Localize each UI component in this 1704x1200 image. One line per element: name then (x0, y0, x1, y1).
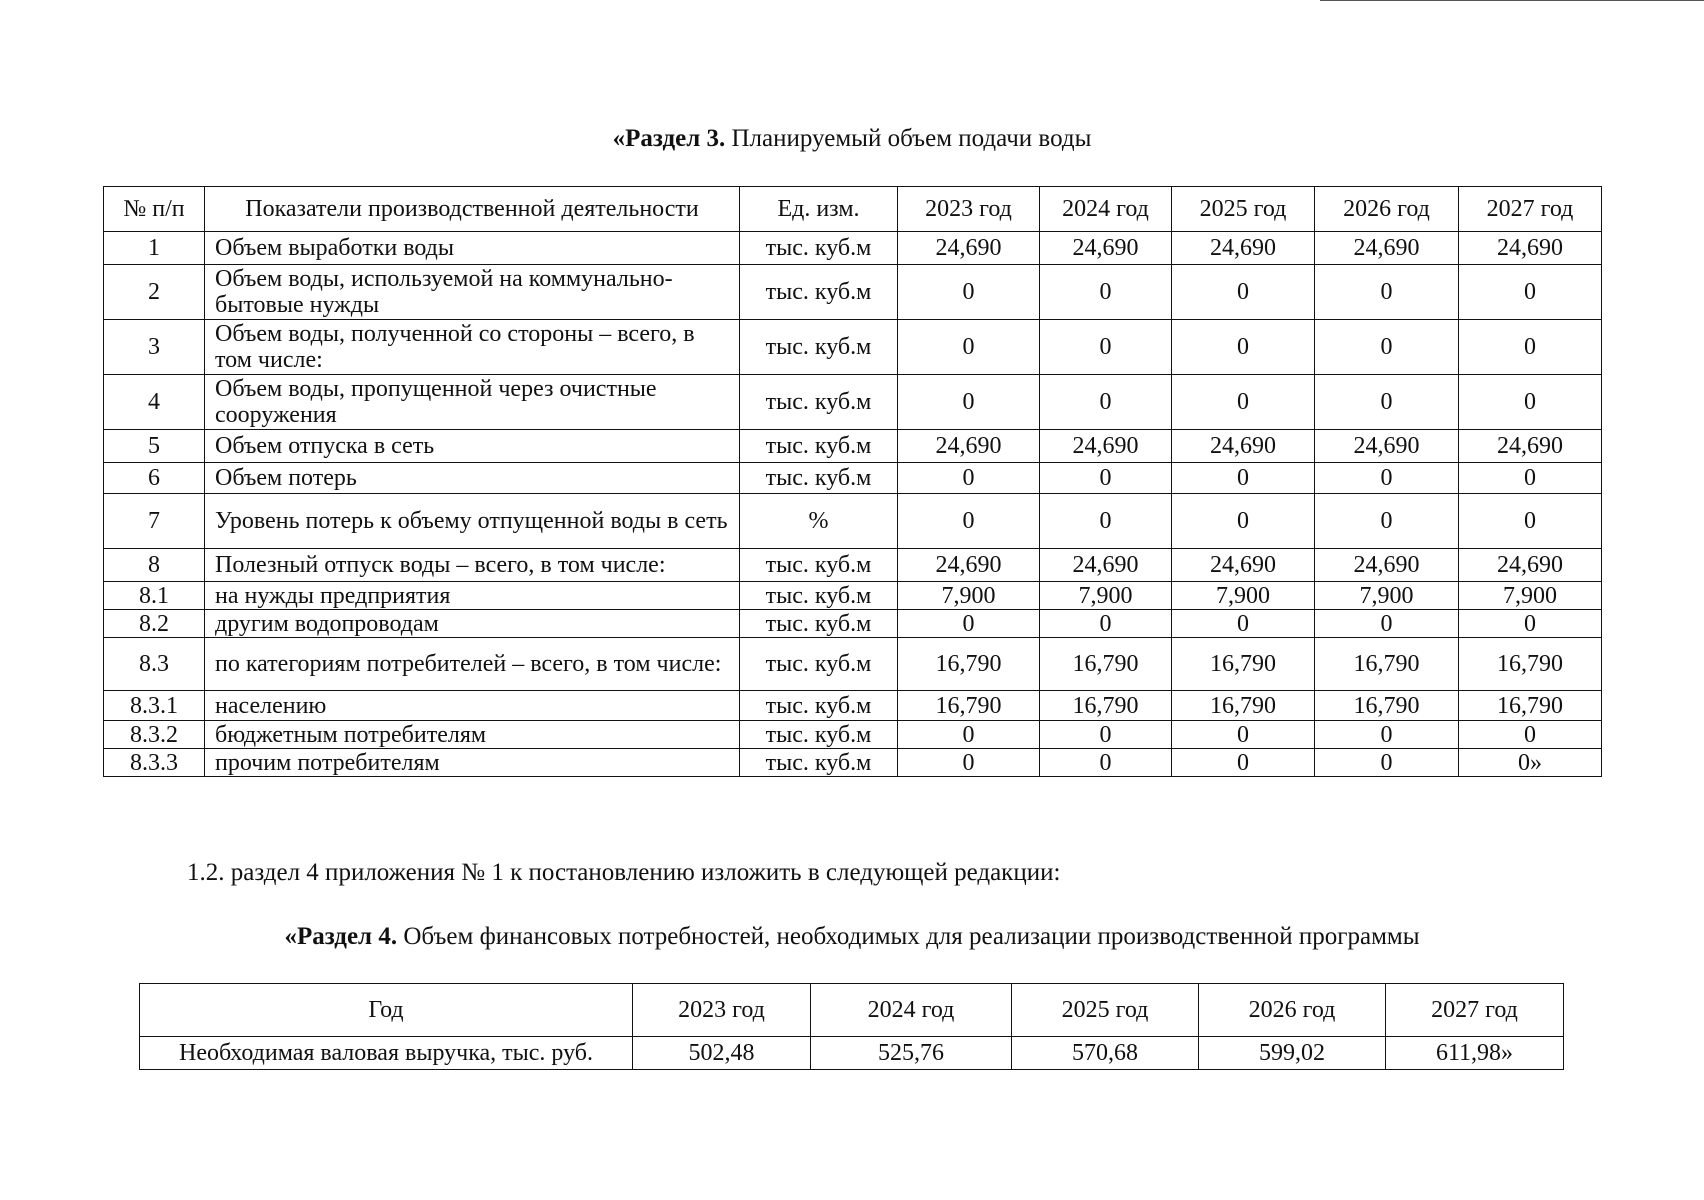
value-cell: 0 (1172, 610, 1315, 638)
unit-cell: тыс. куб.м (740, 232, 898, 265)
unit-cell: тыс. куб.м (740, 375, 898, 430)
value-cell: 7,900 (1172, 582, 1315, 610)
unit-cell: тыс. куб.м (740, 721, 898, 749)
unit-cell: тыс. куб.м (740, 691, 898, 721)
value-cell: 24,690 (1172, 232, 1315, 265)
unit-cell: тыс. куб.м (740, 582, 898, 610)
indicator-name-cell: Объем воды, используемой на коммунально-бытовые нужды (205, 265, 740, 320)
table-row (104, 375, 1602, 430)
indicator-name-cell: другим водопроводам (205, 610, 740, 638)
water-supply-table (103, 186, 1602, 777)
value-cell: 0 (1459, 375, 1602, 430)
table-row (140, 1037, 1564, 1070)
unit-cell: тыс. куб.м (740, 549, 898, 582)
indicator-name-cell: Объем воды, пропущенной через очистные сооружения (205, 375, 740, 430)
value-cell: 0 (1172, 463, 1315, 494)
value-cell: 0 (1040, 463, 1172, 494)
value-cell: 0 (1459, 265, 1602, 320)
table-row (104, 463, 1602, 494)
table-row (104, 691, 1602, 721)
value-cell: 0 (1172, 721, 1315, 749)
value-cell: 0 (1315, 320, 1459, 375)
value-cell: 611,98» (1386, 1037, 1564, 1070)
row-number-cell: 8.2 (104, 610, 205, 638)
value-cell: 0 (1459, 320, 1602, 375)
value-cell: 16,790 (1172, 691, 1315, 721)
unit-cell: % (740, 494, 898, 549)
value-cell: 24,690 (898, 549, 1040, 582)
value-cell: 0 (1315, 375, 1459, 430)
unit-cell: тыс. куб.м (740, 265, 898, 320)
column-header: 2025 год (1172, 187, 1315, 232)
value-cell: 24,690 (1459, 430, 1602, 463)
indicator-name-cell: на нужды предприятия (205, 582, 740, 610)
row-number-cell: 8.1 (104, 582, 205, 610)
value-cell: 0 (1459, 463, 1602, 494)
value-cell: 24,690 (898, 430, 1040, 463)
column-header: 2024 год (1040, 187, 1172, 232)
value-cell: 0» (1459, 749, 1602, 777)
row-label-cell: Необходимая валовая выручка, тыс. руб. (140, 1037, 633, 1070)
row-number-cell: 8 (104, 549, 205, 582)
value-cell: 525,76 (811, 1037, 1012, 1070)
section-4-title (0, 922, 1704, 952)
unit-cell: тыс. куб.м (740, 430, 898, 463)
value-cell: 16,790 (1040, 691, 1172, 721)
table-row (104, 430, 1602, 463)
column-header: 2025 год (1012, 984, 1199, 1037)
value-cell: 0 (1040, 610, 1172, 638)
value-cell: 0 (898, 610, 1040, 638)
value-cell: 7,900 (1040, 582, 1172, 610)
table-row (104, 232, 1602, 265)
section-4-title-bold: «Раздел 4. (284, 923, 398, 950)
value-cell: 0 (898, 721, 1040, 749)
paragraph-1-2: 1.2. раздел 4 приложения № 1 к постановлению изложить в следующей редакции: (187, 859, 1061, 886)
row-number-cell: 3 (104, 320, 205, 375)
value-cell: 16,790 (1315, 691, 1459, 721)
value-cell: 0 (1172, 749, 1315, 777)
row-number-cell: 8.3.3 (104, 749, 205, 777)
value-cell: 0 (898, 265, 1040, 320)
table-row (104, 320, 1602, 375)
row-number-cell: 6 (104, 463, 205, 494)
value-cell: 24,690 (1459, 549, 1602, 582)
table-row (104, 610, 1602, 638)
indicator-name-cell: бюджетным потребителям (205, 721, 740, 749)
value-cell: 0 (1315, 463, 1459, 494)
section-3-title-text: Планируемый объем подачи воды (725, 125, 1092, 152)
row-number-cell: 2 (104, 265, 205, 320)
column-header: 2027 год (1459, 187, 1602, 232)
financial-needs-table (139, 983, 1564, 1070)
value-cell: 24,690 (1315, 549, 1459, 582)
value-cell: 16,790 (1459, 691, 1602, 721)
row-number-cell: 8.3.2 (104, 721, 205, 749)
value-cell: 0 (1459, 610, 1602, 638)
value-cell: 16,790 (898, 691, 1040, 721)
value-cell: 570,68 (1012, 1037, 1199, 1070)
value-cell: 0 (1040, 721, 1172, 749)
value-cell: 0 (898, 320, 1040, 375)
section-3-title-bold: «Раздел 3. (612, 125, 726, 152)
value-cell: 24,690 (1040, 430, 1172, 463)
value-cell: 24,690 (1172, 549, 1315, 582)
value-cell: 24,690 (1040, 232, 1172, 265)
value-cell: 0 (898, 494, 1040, 549)
row-number-cell: 4 (104, 375, 205, 430)
unit-cell: тыс. куб.м (740, 610, 898, 638)
row-number-cell: 1 (104, 232, 205, 265)
value-cell: 502,48 (633, 1037, 811, 1070)
unit-cell: тыс. куб.м (740, 320, 898, 375)
column-header: № п/п (104, 187, 205, 232)
table-row (104, 749, 1602, 777)
value-cell: 7,900 (898, 582, 1040, 610)
column-header: 2024 год (811, 984, 1012, 1037)
column-header: 2023 год (898, 187, 1040, 232)
column-header: Год (140, 984, 633, 1037)
value-cell: 0 (1315, 610, 1459, 638)
value-cell: 0 (1315, 749, 1459, 777)
value-cell: 0 (1459, 721, 1602, 749)
indicator-name-cell: Уровень потерь к объему отпущенной воды в сеть (205, 494, 740, 549)
value-cell: 24,690 (1459, 232, 1602, 265)
value-cell: 16,790 (1040, 638, 1172, 691)
column-header: Показатели производственной деятельности (205, 187, 740, 232)
indicator-name-cell: Полезный отпуск воды – всего, в том числе: (205, 549, 740, 582)
value-cell: 0 (1040, 749, 1172, 777)
value-cell: 0 (1315, 494, 1459, 549)
value-cell: 16,790 (1172, 638, 1315, 691)
value-cell: 599,02 (1199, 1037, 1386, 1070)
value-cell: 16,790 (1315, 638, 1459, 691)
value-cell: 24,690 (898, 232, 1040, 265)
indicator-name-cell: Объем отпуска в сеть (205, 430, 740, 463)
value-cell: 7,900 (1459, 582, 1602, 610)
value-cell: 0 (1172, 375, 1315, 430)
value-cell: 16,790 (1459, 638, 1602, 691)
value-cell: 0 (1459, 494, 1602, 549)
section-4-title-text: Объем финансовых потребностей, необходимых для реализации производственной программы (397, 923, 1420, 950)
indicator-name-cell: Объем потерь (205, 463, 740, 494)
table-row (104, 721, 1602, 749)
table-row (104, 582, 1602, 610)
value-cell: 7,900 (1315, 582, 1459, 610)
table-row (104, 638, 1602, 691)
section-3-title (0, 124, 1704, 154)
value-cell: 0 (1040, 320, 1172, 375)
value-cell: 0 (1040, 265, 1172, 320)
value-cell: 0 (1040, 375, 1172, 430)
column-header: 2023 год (633, 984, 811, 1037)
value-cell: 0 (898, 463, 1040, 494)
value-cell: 24,690 (1040, 549, 1172, 582)
value-cell: 16,790 (898, 638, 1040, 691)
column-header: 2026 год (1199, 984, 1386, 1037)
indicator-name-cell: населению (205, 691, 740, 721)
indicator-name-cell: прочим потребителям (205, 749, 740, 777)
column-header: 2026 год (1315, 187, 1459, 232)
top-edge-line (1320, 0, 1704, 1)
value-cell: 0 (1172, 265, 1315, 320)
value-cell: 24,690 (1172, 430, 1315, 463)
value-cell: 0 (1315, 721, 1459, 749)
indicator-name-cell: Объем выработки воды (205, 232, 740, 265)
unit-cell: тыс. куб.м (740, 638, 898, 691)
table-body (104, 232, 1602, 777)
indicator-name-cell: по категориям потребителей – всего, в том числе: (205, 638, 740, 691)
table-row (104, 549, 1602, 582)
value-cell: 24,690 (1315, 232, 1459, 265)
unit-cell: тыс. куб.м (740, 749, 898, 777)
row-number-cell: 5 (104, 430, 205, 463)
value-cell: 0 (1315, 265, 1459, 320)
table-row (104, 265, 1602, 320)
value-cell: 0 (1172, 320, 1315, 375)
column-header: 2027 год (1386, 984, 1564, 1037)
indicator-name-cell: Объем воды, полученной со стороны – всего, в том числе: (205, 320, 740, 375)
value-cell: 24,690 (1315, 430, 1459, 463)
table-row (104, 494, 1602, 549)
row-number-cell: 7 (104, 494, 205, 549)
table-header-row (104, 187, 1602, 232)
value-cell: 0 (898, 375, 1040, 430)
value-cell: 0 (1040, 494, 1172, 549)
row-number-cell: 8.3 (104, 638, 205, 691)
row-number-cell: 8.3.1 (104, 691, 205, 721)
unit-cell: тыс. куб.м (740, 463, 898, 494)
column-header: Ед. изм. (740, 187, 898, 232)
table-header-row (140, 984, 1564, 1037)
value-cell: 0 (898, 749, 1040, 777)
value-cell: 0 (1172, 494, 1315, 549)
